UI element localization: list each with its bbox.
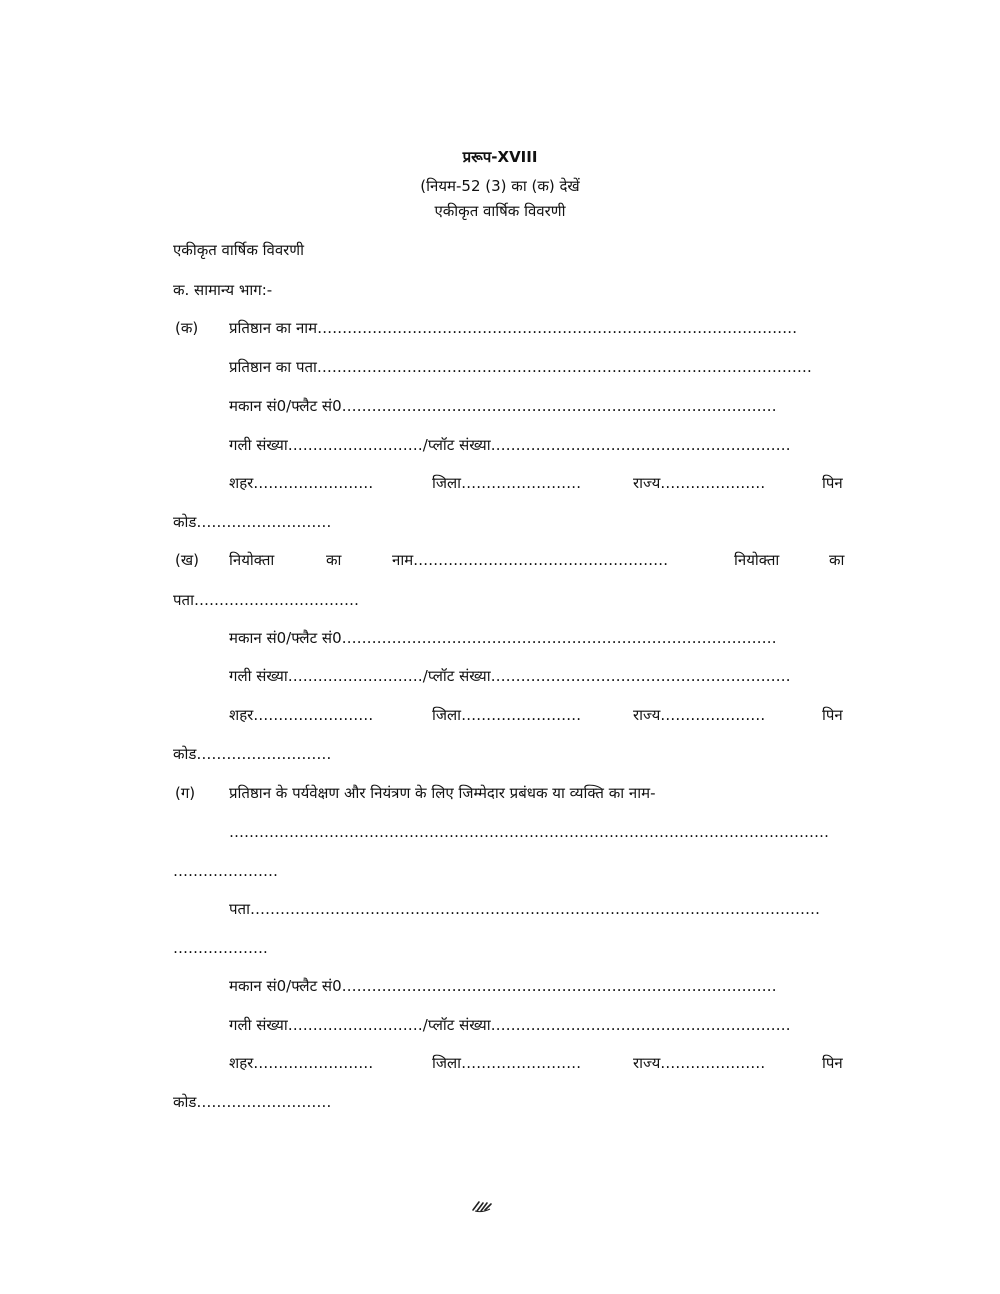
state-field[interactable]: राज्य………………… xyxy=(633,474,766,492)
manager-name-field[interactable]: ………………………………………………………………………………………………………… xyxy=(229,823,829,841)
district-field[interactable]: जिला…………………… xyxy=(432,474,582,492)
district-field[interactable]: जिला…………………… xyxy=(432,706,582,724)
general-part-label: क. सामान्य भाग:- xyxy=(173,281,273,299)
rule-reference: (नियम-52 (3) का (क) देखें xyxy=(420,177,580,195)
manager-address-field-cont[interactable]: ………………. xyxy=(173,939,268,957)
employer-word-2: नियोक्ता xyxy=(734,551,780,569)
establishment-address-field[interactable]: प्रतिष्ठान का पता……………………………………………………………………………………… xyxy=(229,358,812,376)
employer-name-field[interactable]: नाम…………………………………………… xyxy=(392,551,669,569)
state-field[interactable]: राज्य………………… xyxy=(633,1054,766,1072)
section-kha-marker: (ख) xyxy=(175,551,199,569)
pin-label: पिन xyxy=(822,474,843,492)
footer-mark-icon xyxy=(470,1198,494,1214)
pincode-field[interactable]: कोड……………………… xyxy=(173,1093,332,1111)
house-flat-field[interactable]: मकान सं0/फ्लैट सं0…………………………………………………………………………… xyxy=(229,977,777,995)
employer-address-field[interactable]: पता…………………………… xyxy=(173,591,359,609)
pin-label: पिन xyxy=(822,706,843,724)
house-flat-field[interactable]: मकान सं0/फ्लैट सं0…………………………………………………………………………… xyxy=(229,629,777,647)
pin-label: पिन xyxy=(822,1054,843,1072)
section-ga-marker: (ग) xyxy=(175,784,196,802)
house-flat-field[interactable]: मकान सं0/फ्लैट सं0…………………………………………………………………………… xyxy=(229,397,777,415)
establishment-name-field[interactable]: प्रतिष्ठान का नाम…………………………………………………………………………………… xyxy=(229,319,798,337)
section-ka-marker: (क) xyxy=(175,319,199,337)
street-plot-field[interactable]: गली संख्या………………………/प्लॉट संख्या…………………………………………………… xyxy=(229,1016,791,1034)
city-field[interactable]: शहर…………………… xyxy=(229,474,374,492)
street-plot-field[interactable]: गली संख्या………………………/प्लॉट संख्या…………………………………………………… xyxy=(229,436,791,454)
ka-word: का xyxy=(326,551,342,569)
state-field[interactable]: राज्य………………… xyxy=(633,706,766,724)
manager-label: प्रतिष्ठान के पर्यवेक्षण और नियंत्रण के लिए जिम्मेदार प्रबंधक या व्यक्ति का नाम- xyxy=(229,784,656,802)
ka-word-2: का xyxy=(829,551,845,569)
city-field[interactable]: शहर…………………… xyxy=(229,1054,374,1072)
street-plot-field[interactable]: गली संख्या………………………/प्लॉट संख्या…………………………………………………… xyxy=(229,667,791,685)
manager-name-field-cont[interactable]: ………………… xyxy=(173,862,278,880)
pincode-field[interactable]: कोड……………………… xyxy=(173,513,332,531)
form-title: प्ररूप-XVIII xyxy=(462,148,538,166)
pincode-field[interactable]: कोड……………………… xyxy=(173,745,332,763)
employer-word: नियोक्ता xyxy=(229,551,275,569)
section-heading: एकीकृत वार्षिक विवरणी xyxy=(173,241,305,259)
document-title: एकीकृत वार्षिक विवरणी xyxy=(434,202,566,220)
district-field[interactable]: जिला…………………… xyxy=(432,1054,582,1072)
city-field[interactable]: शहर…………………… xyxy=(229,706,374,724)
manager-address-field[interactable]: पता…………………………………………………………………………………………………… xyxy=(229,900,820,918)
